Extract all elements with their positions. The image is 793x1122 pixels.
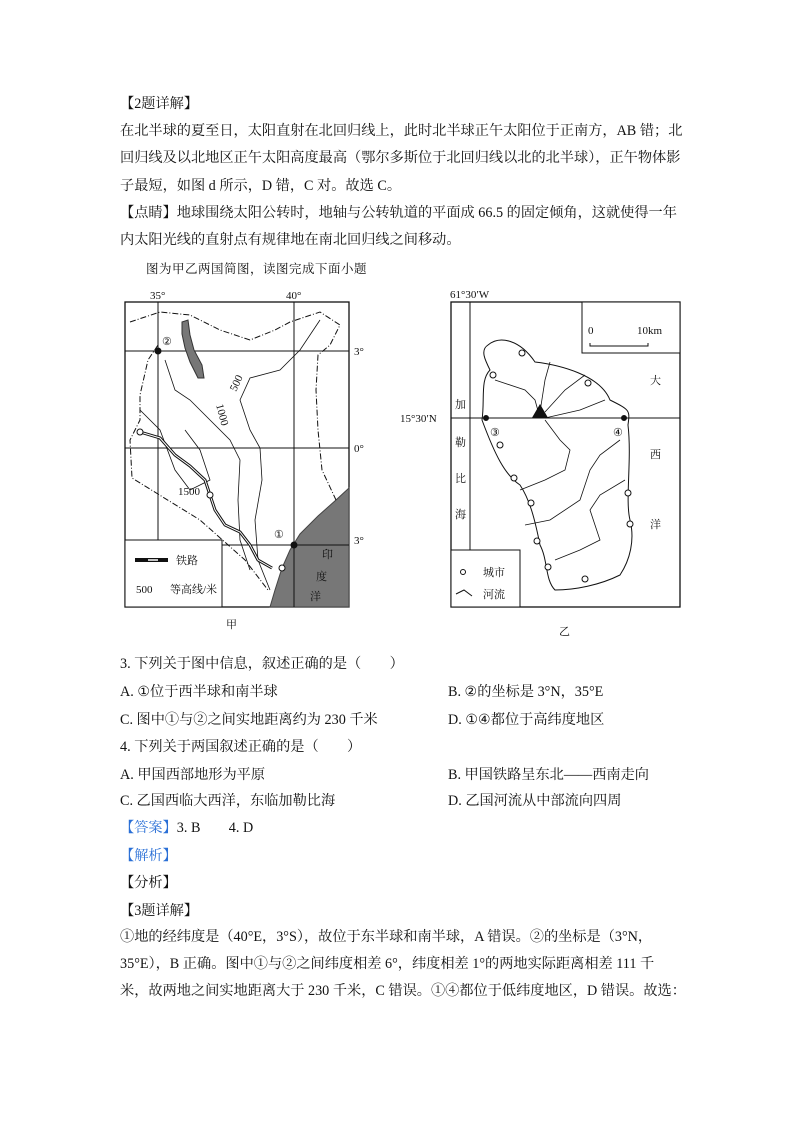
ocean-label: 西 xyxy=(650,449,661,461)
section2-line: 在北半球的夏至日，太阳直射在北回归线上，此时北半球正午太阳位于正南方，AB 错；北 xyxy=(120,123,683,139)
map-yi xyxy=(451,302,680,607)
figure-caption: 图为甲乙两国简图，读图完成下面小题 xyxy=(146,262,368,276)
answer-label: 【答案】 xyxy=(120,820,177,836)
contour-label-1000: 1000 xyxy=(213,402,231,428)
tip-label: 【点睛】 xyxy=(120,205,177,221)
map-jia xyxy=(125,302,349,607)
sea-label: 勒 xyxy=(455,437,466,449)
ocean-label: 洋 xyxy=(310,591,321,603)
sea-label: 比 xyxy=(455,473,466,485)
ocean-label: 洋 xyxy=(650,519,661,531)
section3-line: ①地的经纬度是（40°E，3°S），故位于东半球和南半球，A 错误。②的坐标是（3°N， xyxy=(120,929,653,945)
sea-label: 加 xyxy=(455,399,466,411)
q3-stem: 3. 下列关于图中信息，叙述正确的是（ ） xyxy=(120,656,404,672)
section3-line: 米，故两地之间实地距离大于 230 千米，C 错误。①④都位于低纬度地区，D 错误。故选： xyxy=(120,983,686,999)
map-jia-title: 甲 xyxy=(226,619,237,631)
ocean-label: 印 xyxy=(322,549,333,561)
q4-option-c: C. 乙国西临大西洋，东临加勒比海 xyxy=(120,793,336,809)
legend-railway: 铁路 xyxy=(176,555,198,567)
ocean-label: 度 xyxy=(316,571,327,583)
section3-heading: 【3题详解】 xyxy=(120,903,199,919)
lat-label-3n: 3° xyxy=(354,346,364,358)
section2-heading: 【2题详解】 xyxy=(120,96,199,112)
point-4: ④ xyxy=(613,427,623,439)
legend-contour-value: 500 xyxy=(136,584,153,596)
map-yi-title: 乙 xyxy=(559,626,570,638)
tip-line: 内太阳光线的直射点有规律地在南北回归线之间移动。 xyxy=(120,232,461,248)
q4-option-d: D. 乙国河流从中部流向四周 xyxy=(448,793,622,809)
lon-label: 61°30′W xyxy=(450,289,490,301)
lat-label: 15°30′N xyxy=(400,413,437,425)
indian-ocean xyxy=(270,488,349,607)
contour-label-500: 500 xyxy=(227,373,246,394)
legend-contour-label: 等高线/米 xyxy=(170,584,218,596)
lake xyxy=(182,320,204,378)
q3-option-d: D. ①④都位于高纬度地区 xyxy=(448,712,605,728)
legend-river: 河流 xyxy=(483,589,505,601)
lon-label-35: 35° xyxy=(150,290,166,302)
q3-option-b: B. ②的坐标是 3°N，35°E xyxy=(448,684,604,700)
sea-label: 海 xyxy=(455,509,466,521)
scale-end: 10km xyxy=(637,325,663,337)
ocean-label: 大 xyxy=(650,375,661,387)
jiexi-label: 【解析】 xyxy=(120,848,177,864)
q4-option-b: B. 甲国铁路呈东北——西南走向 xyxy=(448,767,649,783)
section3-line: 35°E），B 正确。图中①与②之间纬度相差 6°，纬度相差 1°的两地实际距离相差 111 千 xyxy=(120,956,655,972)
section2-line: 子最短，如图 d 所示，D 错，C 对。故选 C。 xyxy=(120,178,402,194)
point-2: ② xyxy=(162,336,172,348)
fenxi-label: 【分析】 xyxy=(120,875,177,891)
lon-label-40: 40° xyxy=(286,290,302,302)
legend-city: 城市 xyxy=(483,567,505,579)
lat-label-3s: 3° xyxy=(354,535,364,547)
lat-label-0: 0° xyxy=(354,443,364,455)
answer-text: 3. B 4. D xyxy=(176,820,254,836)
answer-line xyxy=(120,820,253,836)
section2-line: 回归线及以北地区正午太阳高度最高（鄂尔多斯位于北回归线以北的北半球），正午物体影 xyxy=(120,150,681,166)
scale-start: 0 xyxy=(588,325,594,337)
tip-text: 地球围绕太阳公转时，地轴与公转轨道的平面成 66.5 的固定倾角，这就使得一年 xyxy=(176,205,677,221)
q3-option-a: A. ①位于西半球和南半球 xyxy=(120,684,278,700)
q4-stem: 4. 下列关于两国叙述正确的是（ ） xyxy=(120,739,362,755)
q4-option-a: A. 甲国西部地形为平原 xyxy=(120,767,266,783)
contour-1500 xyxy=(140,410,210,490)
city-icon xyxy=(461,570,466,575)
q3-option-c: C. 图中①与②之间实地距离约为 230 千米 xyxy=(120,712,378,728)
mountain-peak-icon xyxy=(533,405,547,417)
contour-label-1500: 1500 xyxy=(178,486,200,498)
point-3: ③ xyxy=(490,427,500,439)
point-1: ① xyxy=(274,529,284,541)
